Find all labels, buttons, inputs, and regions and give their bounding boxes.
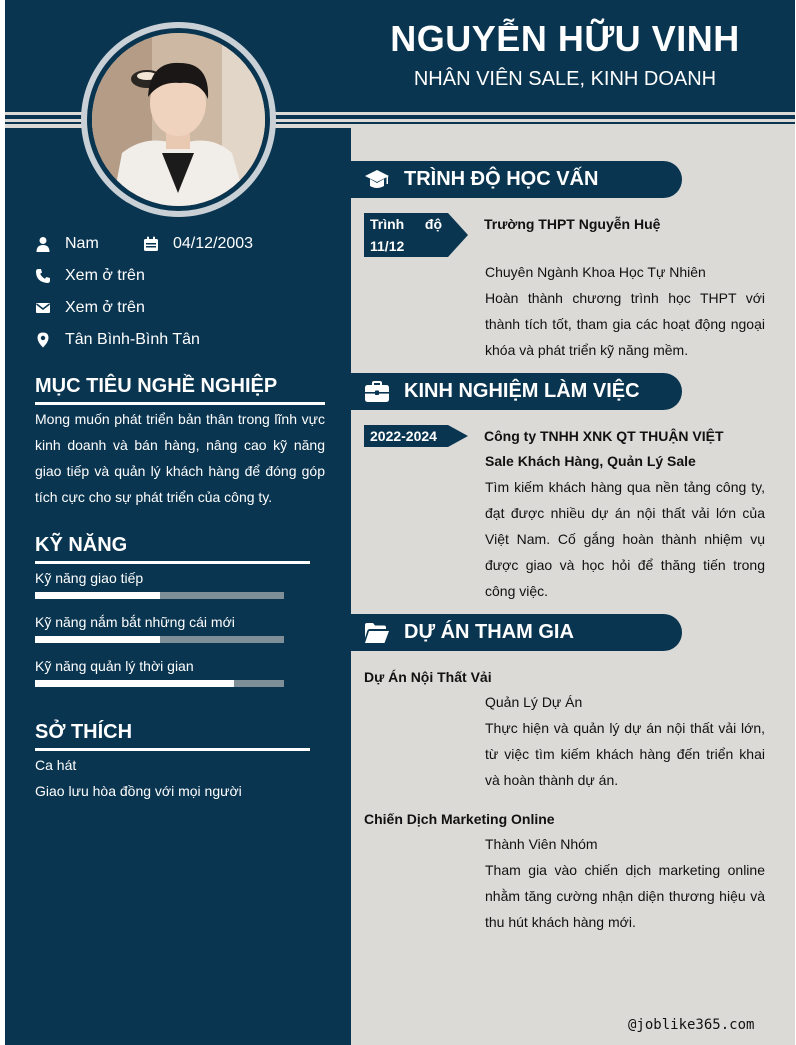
education-tag-line — [370, 213, 442, 235]
email-text: Xem ở trên — [65, 299, 145, 316]
skill-bar — [35, 592, 284, 599]
project-description: Tham gia vào chiến dịch marketing online nhằm tăng cường nhận diện thương hiệu và thu hút khách hàng mới. — [485, 862, 765, 930]
gender-text: Nam — [65, 235, 99, 252]
skill-name: Kỹ năng quản lý thời gian — [35, 658, 194, 674]
experience-period-tag: 2022-2024 — [364, 425, 448, 447]
contact-address — [35, 329, 200, 351]
skills-rule — [35, 561, 310, 564]
education-tag — [364, 213, 448, 257]
project-name: Dự Án Nội Thất Vải — [364, 669, 492, 685]
avatar-photo — [92, 33, 265, 206]
skill-name: Kỹ năng giao tiếp — [35, 570, 144, 586]
education-major: Chuyên Ngành Khoa Học Tự Nhiên — [485, 264, 706, 280]
footer-watermark: @joblike365.com — [628, 1017, 755, 1033]
experience-company: Công ty TNHH XNK QT THUẬN VIỆT — [484, 428, 724, 444]
candidate-job-title: NHÂN VIÊN SALE, KINH DOANH — [413, 68, 717, 90]
projects-section-header — [351, 614, 682, 651]
education-heading: TRÌNH ĐỘ HỌC VẤN — [404, 168, 599, 190]
hobby-item: Ca hát — [35, 757, 77, 773]
education-tag-grade: 11/12 — [370, 238, 405, 254]
contact-gender — [35, 233, 99, 255]
address-text: Tân Bình-Bình Tân — [65, 331, 200, 348]
project-role: Quản Lý Dự Án — [485, 694, 583, 710]
hobbies-heading: SỞ THÍCH — [35, 721, 133, 743]
calendar-icon — [143, 236, 159, 252]
hobbies-rule — [35, 748, 310, 751]
skill-bar — [35, 636, 284, 643]
skill-bar-fill — [35, 636, 160, 643]
education-tag-arrow — [448, 213, 468, 257]
experience-position: Sale Khách Hàng, Quản Lý Sale — [485, 453, 696, 469]
projects-heading: DỰ ÁN THAM GIA — [404, 621, 574, 643]
skills-heading: KỸ NĂNG — [35, 534, 128, 556]
project-description: Thực hiện và quản lý dự án nội thất vải lớn, từ việc tìm kiếm khách hàng đến triển khai và hoàn thành dự án. — [485, 720, 765, 788]
objective-heading: MỤC TIÊU NGHỀ NGHIỆP — [35, 375, 278, 397]
candidate-name: NGUYỄN HỮU VINH — [390, 18, 740, 59]
project-role: Thành Viên Nhóm — [485, 836, 598, 852]
hobby-item: Giao lưu hòa đồng với mọi người — [35, 783, 242, 799]
contact-birthday — [143, 233, 253, 255]
objective-rule — [35, 402, 325, 405]
skill-bar-fill — [35, 680, 234, 687]
education-school: Trường THPT Nguyễn Huệ — [484, 216, 661, 232]
project-name: Chiến Dịch Marketing Online — [364, 811, 555, 827]
education-description: Hoàn thành chương trình học THPT với thành tích tốt, tham gia các hoạt động ngoại khóa và phát triển kỹ năng mềm. — [485, 290, 765, 358]
education-tag-word: độ — [424, 216, 442, 232]
contact-phone — [35, 265, 145, 287]
experience-heading: KINH NGHIỆM LÀM VIỆC — [404, 380, 640, 402]
phone-icon — [35, 268, 51, 284]
graduation-cap-icon — [364, 167, 390, 193]
cv-page — [5, 0, 795, 1045]
education-section-header — [351, 161, 682, 198]
contact-email — [35, 297, 145, 319]
experience-description: Tìm kiếm khách hàng qua nền tảng công ty, đạt được nhiều dự án nội thất vải lớn của Việt Nam. Cố gắng hoàn thành nhiệm vụ được giao và học hỏi để thăng tiến trong công việc. — [485, 479, 765, 599]
objective-text: Mong muốn phát triển bản thân trong lĩnh vực kinh doanh và bán hàng, nâng cao kỹ năng giao tiếp và quản lý khách hàng để đóng góp tích cực cho sự phát triển của công ty. — [35, 411, 325, 505]
skill-name: Kỹ năng nắm bắt những cái mới — [35, 614, 235, 630]
birthday-text: 04/12/2003 — [173, 235, 254, 252]
folder-open-icon — [364, 620, 390, 646]
avatar — [92, 33, 265, 206]
experience-section-header — [351, 373, 682, 410]
map-pin-icon — [35, 332, 51, 348]
briefcase-icon — [364, 379, 390, 405]
skill-bar — [35, 680, 284, 687]
skill-bar-fill — [35, 592, 160, 599]
envelope-icon — [35, 300, 51, 316]
person-icon — [35, 236, 51, 252]
phone-text: Xem ở trên — [65, 267, 145, 284]
experience-tag-arrow — [448, 425, 468, 447]
education-tag-word: Trình — [370, 216, 405, 232]
